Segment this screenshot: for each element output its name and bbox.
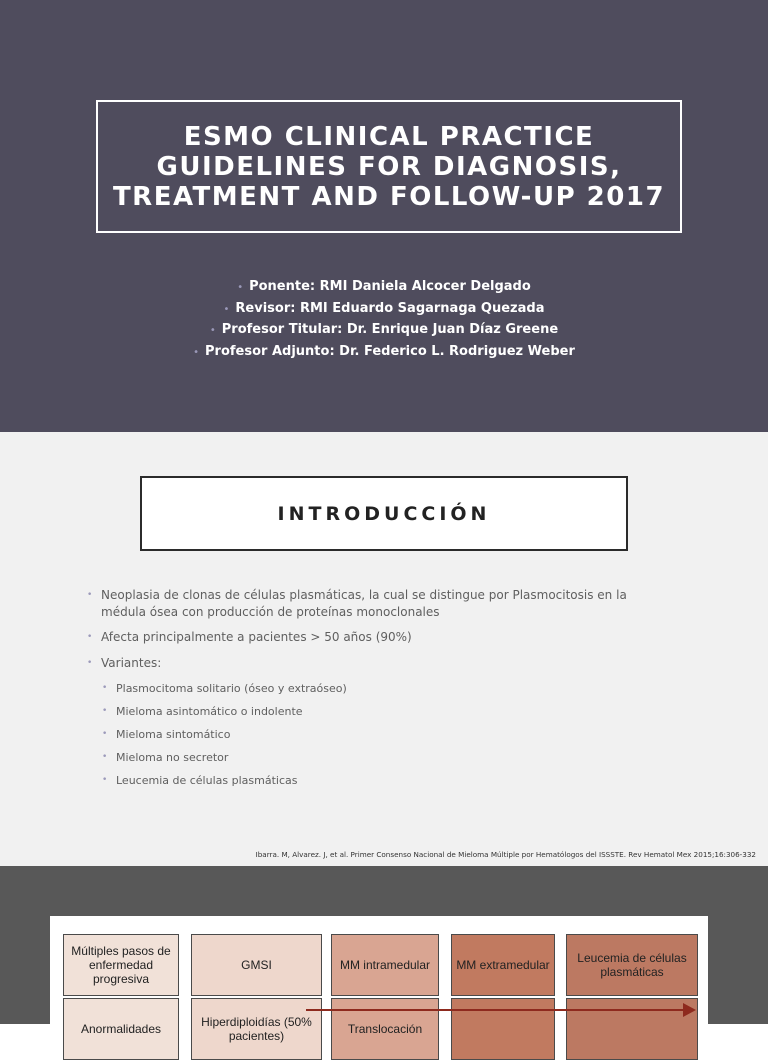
section-heading: INTRODUCCIÓN <box>277 502 491 525</box>
bullet-icon: • <box>102 752 108 762</box>
stage-cell: Leucemia de células plasmáticas <box>566 934 698 996</box>
citation: Ibarra. M, Alvarez. J, et al. Primer Consenso Nacional de Mieloma Múltiple por Hematólogos del ISSSTE. Rev Hematol Mex 2015;16:306-332 <box>255 850 756 859</box>
bullet-icon: • <box>102 729 108 739</box>
stage-cell: Translocación <box>331 998 439 1060</box>
bullet-icon: • <box>102 683 108 693</box>
variant-text: Mieloma sintomático <box>116 728 231 741</box>
variant-text: Mieloma no secretor <box>116 751 229 764</box>
bullet-icon: • <box>237 282 244 293</box>
sub-list-item <box>102 704 303 719</box>
introduction-slide <box>0 432 768 866</box>
sub-list-item <box>102 773 298 788</box>
bullet-text: Afecta principalmente a pacientes > 50 años (90%) <box>101 630 412 644</box>
bullet-icon: • <box>209 325 216 336</box>
credit-item <box>0 319 768 341</box>
stage-cell: Múltiples pasos de enfermedad progresiva <box>63 934 179 996</box>
bullet-icon: • <box>87 632 93 642</box>
list-item <box>87 587 661 621</box>
credit-revisor: Revisor: RMI Eduardo Sagarnaga Quezada <box>235 300 545 316</box>
arrow-head-icon <box>683 1003 696 1017</box>
bullet-icon: • <box>102 706 108 716</box>
credit-titular: Profesor Titular: Dr. Enrique Juan Díaz Greene <box>221 322 559 337</box>
stage-cell <box>566 998 698 1060</box>
stage-cell: MM intramedular <box>331 934 439 996</box>
sub-list-item <box>102 681 347 696</box>
sub-list-item <box>102 750 229 765</box>
credits-list <box>0 276 768 362</box>
bullet-icon: • <box>223 303 230 315</box>
stage-cell: Hiperdiploidías (50% pacientes) <box>191 998 322 1060</box>
progression-diagram <box>50 916 708 1043</box>
bullet-text: Variantes: <box>101 656 162 670</box>
bullet-icon: • <box>102 775 108 785</box>
progression-slide <box>0 866 768 1043</box>
stage-cell: MM extramedular <box>451 934 555 996</box>
list-item <box>87 629 661 646</box>
bullet-icon: • <box>193 346 200 358</box>
variant-text: Leucemia de células plasmáticas <box>116 774 298 787</box>
heading-frame <box>140 476 628 551</box>
stage-cell: GMSI <box>191 934 322 996</box>
title-frame <box>96 100 682 233</box>
stage-cell: Anormalidades <box>63 998 179 1060</box>
credit-item <box>0 276 768 298</box>
variant-text: Mieloma asintomático o indolente <box>116 705 303 718</box>
credit-item <box>0 341 768 363</box>
credit-adjunto: Profesor Adjunto: Dr. Federico L. Rodriguez Weber <box>205 343 575 359</box>
stage-cell <box>451 998 555 1060</box>
list-item <box>87 655 661 672</box>
credit-ponente: Ponente: RMI Daniela Alcocer Delgado <box>249 279 531 294</box>
bullet-icon: • <box>87 658 93 668</box>
sub-list-item <box>102 727 231 742</box>
variant-text: Plasmocitoma solitario (óseo y extraóseo) <box>116 682 347 695</box>
presentation-title: ESMO CLINICAL PRACTICE GUIDELINES FOR DIAGNOSIS, TREATMENT AND FOLLOW-UP 2017 <box>112 121 666 212</box>
progression-arrow <box>306 1009 684 1011</box>
credit-item <box>0 298 768 320</box>
bullet-icon: • <box>87 590 93 600</box>
title-slide <box>0 0 768 432</box>
bullet-text: Neoplasia de clonas de células plasmáticas, la cual se distingue por Plasmocitosis en la médula ósea con producción de proteínas monoclonales <box>101 588 627 619</box>
